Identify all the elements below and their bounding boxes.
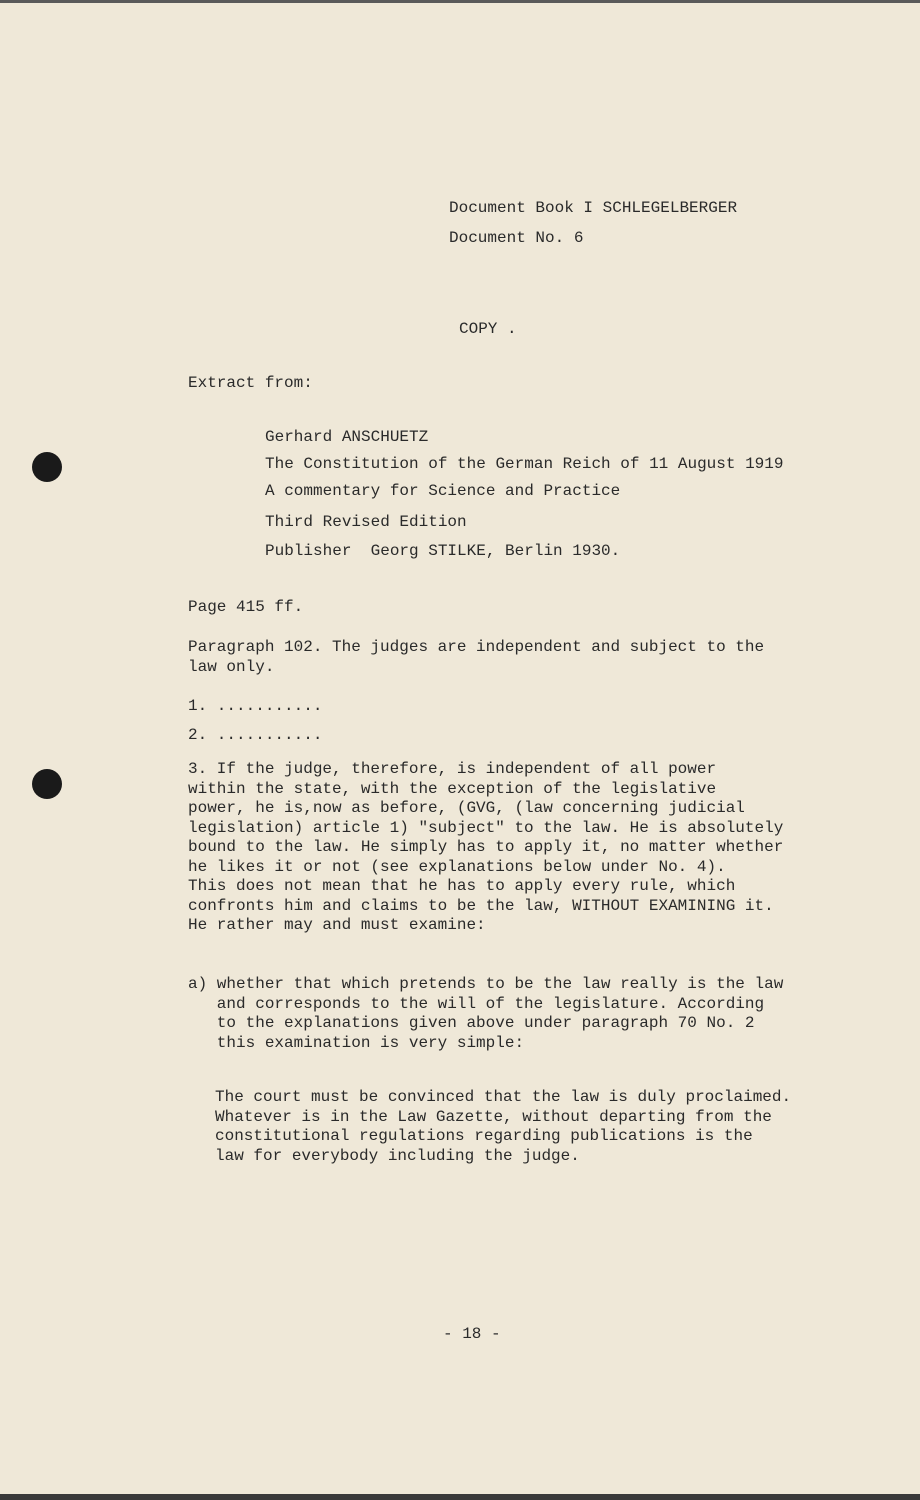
source-publisher: Publisher Georg STILKE, Berlin 1930. [265,542,621,560]
paragraph-line: This does not mean that he has to apply every rule, which [188,877,736,895]
document-book-label: Document Book I SCHLEGELBERGER [449,199,738,217]
paragraph-line: he likes it or not (see explanations below under No. 4). [188,857,726,876]
paragraph-line: legislation) article 1) "subject" to the law. He is absolutely [188,818,784,837]
document-number-label: Document No. 6 [449,229,584,247]
paragraph-line: to the explanations given above under paragraph 70 No. 2 [188,1014,755,1032]
source-title: The Constitution of the German Reich of 11 August 1919 [265,455,784,473]
paragraph-line: Whatever is in the Law Gazette, without departing from the [215,1107,772,1126]
page-bottom-edge [0,1494,920,1500]
paragraph-line: Paragraph 102. The judges are independent and subject to the [188,638,765,656]
punch-hole-icon [32,452,62,482]
page-reference: Page 415 ff. [188,598,304,616]
paragraph-line: constitutional regulations regarding publications is the [215,1127,753,1145]
paragraph-line: He rather may and must examine: [188,916,486,934]
paragraph-line: law only. [188,657,275,676]
paragraph-line: confronts him and claims to be the law, WITHOUT EXAMINING it. [188,896,774,915]
item-2: 2. ........... [188,726,323,744]
paragraph-line: power, he is,now as before, (GVG, (law concerning judicial [188,799,745,817]
paragraph-line: and corresponds to the will of the legislature. According [188,994,765,1013]
paragraph-line: 3. If the judge, therefore, is independent of all power [188,760,717,778]
item-a-detail [215,1088,791,1166]
copy-label: COPY . [459,320,517,338]
paragraph-102 [188,638,764,677]
paragraph-line: bound to the law. He simply has to apply it, no matter whether [188,838,784,856]
page-number: - 18 - [443,1325,501,1343]
paragraph-line: The court must be convinced that the law is duly proclaimed. [215,1088,792,1106]
source-author: Gerhard ANSCHUETZ [265,428,429,446]
item-1: 1. ........... [188,697,323,715]
item-3-paragraph [188,760,783,936]
paragraph-line: this examination is very simple: [188,1033,525,1052]
source-edition: Third Revised Edition [265,513,467,531]
paragraph-line: within the state, with the exception of the legislative [188,779,717,798]
paragraph-line: a) whether that which pretends to be the law really is the law [188,975,784,993]
item-a-paragraph [188,975,783,1053]
punch-hole-icon [32,769,62,799]
extract-label: Extract from: [188,374,313,392]
paragraph-line: law for everybody including the judge. [215,1146,580,1165]
source-subtitle: A commentary for Science and Practice [265,482,621,500]
page-top-edge [0,0,920,3]
